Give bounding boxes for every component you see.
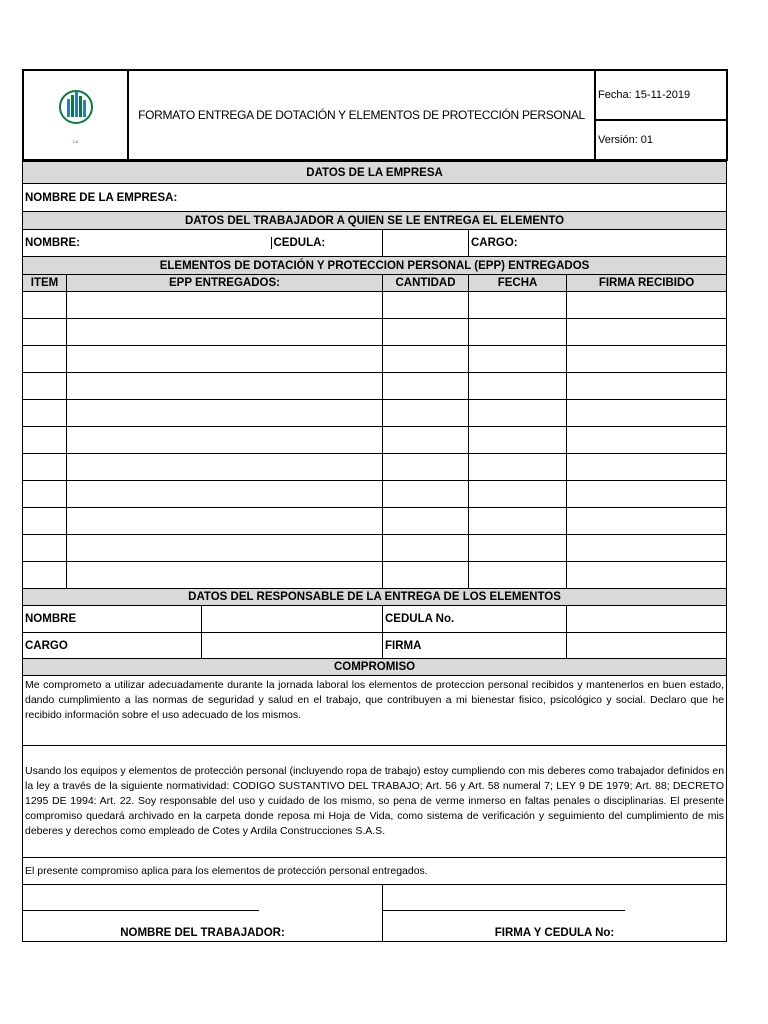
logo-text: CA <box>72 138 79 144</box>
responsable-firma-field[interactable] <box>567 633 727 659</box>
form-header <box>22 69 728 161</box>
epp-cell-cantidad[interactable] <box>383 319 469 346</box>
epp-cell-cantidad[interactable] <box>383 373 469 400</box>
trabajador-cedula-field[interactable] <box>383 230 469 257</box>
epp-cell-fecha[interactable] <box>469 427 567 454</box>
compromiso-section-title: COMPROMISO <box>23 659 727 676</box>
epp-cell-item[interactable] <box>23 454 67 481</box>
epp-cell-entregados[interactable] <box>67 562 383 589</box>
empresa-nombre-field[interactable]: NOMBRE DE LA EMPRESA: <box>23 184 727 212</box>
form-sheet <box>22 69 726 942</box>
epp-cell-item[interactable] <box>23 319 67 346</box>
epp-row <box>23 346 727 373</box>
epp-row <box>23 481 727 508</box>
epp-cell-fecha[interactable] <box>469 400 567 427</box>
epp-cell-entregados[interactable] <box>67 481 383 508</box>
epp-row <box>23 454 727 481</box>
compromiso-paragraph-3: El presente compromiso aplica para los elementos de protección personal entregados. <box>23 858 727 885</box>
epp-rows <box>23 292 727 589</box>
company-logo <box>23 70 128 160</box>
epp-row <box>23 292 727 319</box>
epp-col-fecha: FECHA <box>469 275 567 292</box>
epp-cell-item[interactable] <box>23 292 67 319</box>
firma-cedula-label: FIRMA Y CEDULA No: <box>494 927 615 939</box>
epp-cell-item[interactable] <box>23 400 67 427</box>
epp-cell-item[interactable] <box>23 346 67 373</box>
epp-cell-entregados[interactable] <box>67 400 383 427</box>
epp-cell-entregados[interactable] <box>67 319 383 346</box>
epp-cell-fecha[interactable] <box>469 562 567 589</box>
epp-section-title: ELEMENTOS DE DOTACIÓN Y PROTECCION PERSONAL (EPP) ENTREGADOS <box>23 257 727 275</box>
epp-cell-item[interactable] <box>23 562 67 589</box>
epp-cell-cantidad[interactable] <box>383 562 469 589</box>
epp-cell-item[interactable] <box>23 427 67 454</box>
epp-row <box>23 562 727 589</box>
epp-cell-entregados[interactable] <box>67 292 383 319</box>
epp-cell-item[interactable] <box>23 535 67 562</box>
firma-trabajador-label: NOMBRE DEL TRABAJADOR: <box>120 927 285 939</box>
firma-cedula-area[interactable] <box>383 885 727 942</box>
form-title: FORMATO ENTREGA DE DOTACIÓN Y ELEMENTOS DE PROTECCIÓN PERSONAL <box>128 70 595 160</box>
epp-cell-fecha[interactable] <box>469 373 567 400</box>
responsable-section-title: DATOS DEL RESPONSABLE DE LA ENTREGA DE LOS ELEMENTOS <box>23 589 727 606</box>
epp-cell-firma[interactable] <box>567 373 727 400</box>
epp-cell-cantidad[interactable] <box>383 292 469 319</box>
epp-cell-firma[interactable] <box>567 562 727 589</box>
epp-col-item: ITEM <box>23 275 67 292</box>
epp-cell-cantidad[interactable] <box>383 427 469 454</box>
epp-cell-fecha[interactable] <box>469 292 567 319</box>
epp-row <box>23 535 727 562</box>
signature-line <box>23 910 259 911</box>
epp-row <box>23 319 727 346</box>
epp-cell-entregados[interactable] <box>67 427 383 454</box>
compromiso-paragraph-2: Usando los equipos y elementos de protección personal (incluyendo ropa de trabajo) estoy cumpliendo con mis deberes como trabajador definidos en la ley a través de la siguiente normatividad: CODIGO SUSTANTIVO DEL TRABAJO; Art. 56 y Art. 58 numeral 7; LEY 9 DE 1979; Art. 88; DECRETO 1295 DE 1994: Art. 22. Soy responsable del uso y cuidado de los mismo, so pena de verme inmerso en faltas penales o disciplinarias. El presente compromiso quedará archivado en la carpeta donde reposa mi Hoja de Vida, como sistema de verificación y seguimiento del cumplimiento de mis deberes y derechos como empleado de Cotes y Ardila Construcciones S.A.S. <box>23 746 727 858</box>
epp-cell-fecha[interactable] <box>469 508 567 535</box>
epp-cell-item[interactable] <box>23 508 67 535</box>
epp-row <box>23 373 727 400</box>
epp-cell-entregados[interactable] <box>67 508 383 535</box>
epp-cell-entregados[interactable] <box>67 535 383 562</box>
epp-cell-fecha[interactable] <box>469 481 567 508</box>
epp-row <box>23 400 727 427</box>
epp-cell-fecha[interactable] <box>469 346 567 373</box>
responsable-cedula-field[interactable] <box>567 606 727 633</box>
form-version: Versión: 01 <box>595 120 727 160</box>
epp-cell-fecha[interactable] <box>469 319 567 346</box>
epp-cell-fecha[interactable] <box>469 454 567 481</box>
epp-col-entregados: EPP ENTREGADOS: <box>67 275 383 292</box>
form-body <box>22 161 727 942</box>
firma-trabajador-area[interactable] <box>23 885 383 942</box>
epp-column-headers <box>23 275 727 292</box>
responsable-cargo-field[interactable] <box>202 633 383 659</box>
epp-cell-entregados[interactable] <box>67 454 383 481</box>
responsable-cargo-label: CARGO <box>23 633 202 659</box>
epp-cell-entregados[interactable] <box>67 373 383 400</box>
epp-cell-cantidad[interactable] <box>383 508 469 535</box>
responsable-nombre-field[interactable] <box>202 606 383 633</box>
trabajador-cargo-field[interactable]: CARGO: <box>469 230 727 257</box>
epp-cell-firma[interactable] <box>567 454 727 481</box>
responsable-nombre-label: NOMBRE <box>23 606 202 633</box>
epp-row <box>23 508 727 535</box>
epp-cell-firma[interactable] <box>567 508 727 535</box>
trabajador-section-title: DATOS DEL TRABAJADOR A QUIEN SE LE ENTREGA EL ELEMENTO <box>23 212 727 230</box>
epp-cell-cantidad[interactable] <box>383 535 469 562</box>
trabajador-nombre-field[interactable] <box>23 230 383 257</box>
empresa-section-title: DATOS DE LA EMPRESA <box>23 162 727 184</box>
epp-cell-firma[interactable] <box>567 292 727 319</box>
trabajador-cedula-label: CEDULA: <box>271 237 382 249</box>
company-logo-icon <box>46 87 106 139</box>
responsable-firma-label: FIRMA <box>383 633 567 659</box>
epp-cell-firma[interactable] <box>567 427 727 454</box>
epp-cell-firma[interactable] <box>567 400 727 427</box>
epp-cell-cantidad[interactable] <box>383 481 469 508</box>
epp-col-firma: FIRMA RECIBIDO <box>567 275 727 292</box>
epp-cell-firma[interactable] <box>567 346 727 373</box>
epp-cell-item[interactable] <box>23 481 67 508</box>
form-date: Fecha: 15-11-2019 <box>595 70 727 120</box>
epp-cell-cantidad[interactable] <box>383 454 469 481</box>
epp-col-cantidad: CANTIDAD <box>383 275 469 292</box>
epp-cell-entregados[interactable] <box>67 346 383 373</box>
signature-line <box>383 910 625 911</box>
epp-cell-cantidad[interactable] <box>383 400 469 427</box>
epp-row <box>23 427 727 454</box>
epp-cell-cantidad[interactable] <box>383 346 469 373</box>
epp-cell-fecha[interactable] <box>469 535 567 562</box>
epp-cell-firma[interactable] <box>567 319 727 346</box>
compromiso-paragraph-1: Me comprometo a utilizar adecuadamente durante la jornada laboral los elementos de proteccion personal recibidos y mantenerlos en buen estado, dando cumplimiento a las normas de seguridad y salud en el trabajo, que contribuyen a mi bienestar fisico, psicológico y social. Declaro que he recibido información sobre el uso adecuado de los mismos. <box>23 676 727 746</box>
epp-cell-item[interactable] <box>23 373 67 400</box>
epp-cell-firma[interactable] <box>567 535 727 562</box>
epp-cell-firma[interactable] <box>567 481 727 508</box>
responsable-cedula-label: CEDULA No. <box>383 606 567 633</box>
trabajador-nombre-label: NOMBRE: <box>25 237 80 249</box>
